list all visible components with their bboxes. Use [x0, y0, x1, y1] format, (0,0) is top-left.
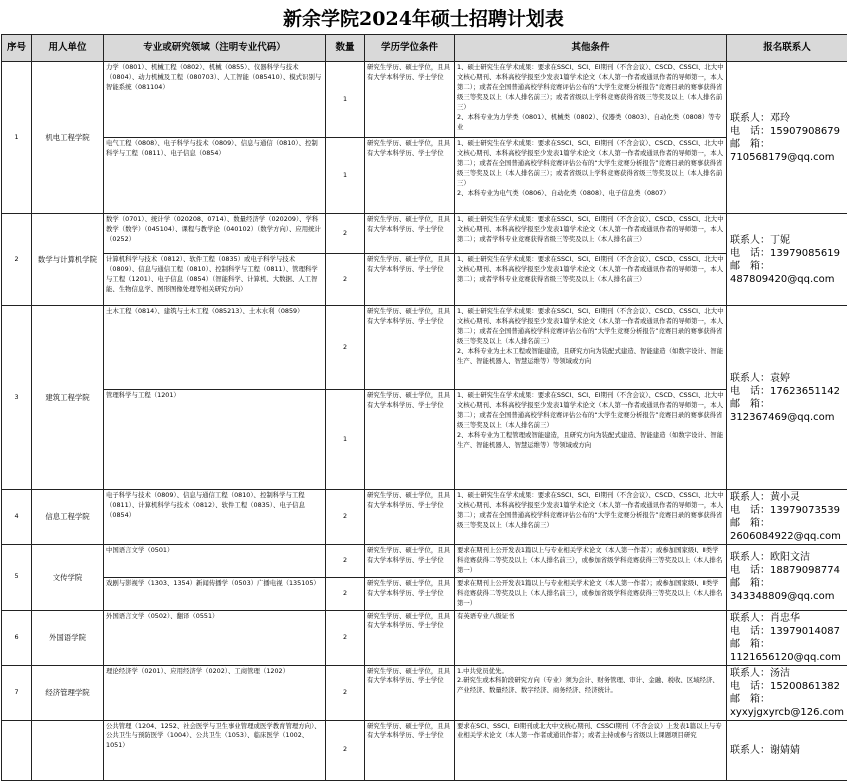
condition-line: 1、硕士研究生在学术成果：要求在SSCI、SCI、EI期刊（不含会议）、CSCD、CSSCI、北大中文核心期刊、本科高校学报至少发表1篇学术论文（本人第一作者或通讯作者的导师第一，本人第二）；或者学科专业竞赛获得省级三等奖及以上（本人排名前三）: [457, 215, 724, 245]
contact-info: [727, 214, 847, 306]
condition-line: 2、本科专业为力学类（0801）、机械类（0802）、仪器类（0803）、自动化类（0808）等专业: [457, 113, 724, 133]
header-degree: 学历学位条件: [365, 35, 455, 62]
other-conditions: [455, 214, 727, 254]
contact-phone: 电 话：13979073539: [730, 504, 845, 517]
degree-requirement: 研究生学历、硕士学位，且具有大学本科学历、学士学位: [365, 138, 455, 214]
major-field: 戏剧与影视学（1303、1354）新闻传播学（0503）广播电视（135105）: [104, 577, 326, 610]
major-field: 电子科学与技术（0809）、信息与通信工程（0810）、控制科学与工程（0811）、计算机科学与技术（0812）、软件工程（0835）、电子信息（0854）: [104, 490, 326, 545]
contact-email: 邮 箱：312367469@qq.com: [730, 398, 845, 424]
contact-person: 联系人：丁妮: [730, 234, 845, 247]
contact-person: 联系人：欧阳文洁: [730, 551, 845, 564]
degree-requirement: 研究生学历、硕士学位，且具有大学本科学历、学士学位: [365, 214, 455, 254]
header-contact: 报名联系人: [727, 35, 847, 62]
degree-requirement: 研究生学历、硕士学位，且具有大学本科学历、学士学位: [365, 490, 455, 545]
contact-email: 邮 箱：1121656120@qq.com: [730, 638, 845, 664]
contact-person: 联系人：邓玲: [730, 112, 845, 125]
contact-email: 邮 箱：710568179@qq.com: [730, 138, 845, 164]
table-row: [2, 214, 847, 254]
major-field: 力学（0801）、机械工程（0802）、机械（0855）、仪器科学与技术（0804）、动力机械及工程（080703）、人工智能（085410）、模式识别与智能系统（081104）: [104, 62, 326, 138]
employer-unit: 数学与计算机学院: [32, 214, 104, 306]
major-field: 数学（0701）、统计学（020208、0714）、数量经济学（020209）、学科教学（数学）（045104）、课程与教学论（040102）（数学方向）、应用统计（0252）: [104, 214, 326, 254]
other-conditions: [455, 665, 727, 720]
major-field: 电气工程（0808）、电子科学与技术（0809）、信息与通信（0810）、控制科学与工程（0811）、电子信息（0854）: [104, 138, 326, 214]
contact-info: [727, 720, 847, 780]
position-count: 2: [326, 720, 365, 780]
other-conditions: [455, 306, 727, 390]
condition-line: 1.中共党员优先。: [457, 667, 724, 677]
major-field: 中国语言文学（0501）: [104, 545, 326, 578]
position-count: 2: [326, 490, 365, 545]
contact-info: [727, 490, 847, 545]
employer-unit: 信息工程学院: [32, 490, 104, 545]
row-number: 6: [2, 610, 32, 665]
employer-unit: 经济管理学院: [32, 665, 104, 720]
contact-phone: 电 话：17623651142: [730, 385, 845, 398]
employer-unit: 文传学院: [32, 545, 104, 611]
table-row: [2, 720, 847, 780]
table-row: [2, 577, 847, 610]
header-major: 专业或研究领域（注明专业代码）: [104, 35, 326, 62]
position-count: 1: [326, 62, 365, 138]
condition-line: 1、硕士研究生在学术成果：要求在SSCI、SCI、EI期刊（不含会议）、CSCD、CSSCI、北大中文核心期刊、本科高校学报至少发表1篇学术论文（本人第一作者或通讯作者的导师第一，本人第二）；或者在全国普通高校学科竞赛评估公布的“大学生竞赛分析报告”竞赛目录的赛事获得省级三等奖及以上（本人排名前三）: [457, 391, 724, 431]
major-field: 理论经济学（0201）、应用经济学（0202）、工商管理（1202）: [104, 665, 326, 720]
degree-requirement: 研究生学历、硕士学位，且具有大学本科学历、学士学位: [365, 720, 455, 780]
employer-unit: [32, 720, 104, 780]
table-body: [2, 62, 847, 781]
position-count: 1: [326, 138, 365, 214]
condition-line: 2、本科专业为工程管理或智能建造，且研究方向为装配式建造、智能建造（如数字设计、智能生产、智能机器人、智慧运维等）等领域或方向: [457, 431, 724, 451]
header-no: 序号: [2, 35, 32, 62]
other-conditions: [455, 720, 727, 780]
major-field: 公共管理（1204、1252、社会医学与卫生事业管理或医学教育管理方向）、公共卫生与预防医学（1004）、公共卫生（1053）、临床医学（1002、1051）: [104, 720, 326, 780]
contact-info: [727, 62, 847, 214]
table-row: [2, 545, 847, 578]
other-conditions: [455, 254, 727, 306]
position-count: 2: [326, 214, 365, 254]
employer-unit: 外国语学院: [32, 610, 104, 665]
contact-email: 邮 箱：xyxyjgxyrcb@126.com: [730, 693, 845, 719]
condition-line: 要求在SCI、SSCI、EI期刊或北大中文核心期刊、CSSCI期刊（不含会议）上发表1篇以上与专业相关学术论文（本人第一作者或通讯作者）；或者主持或参与省级以上课题项目研究: [457, 722, 724, 742]
contact-email: 邮 箱：343348809@qq.com: [730, 577, 845, 603]
contact-info: [727, 545, 847, 611]
contact-info: [727, 610, 847, 665]
condition-line: 2、本科专业为土木工程或智能建造，且研究方向为装配式建造、智能建造（如数字设计、智能生产、智能机器人、智慧运维等）等领域或方向: [457, 347, 724, 367]
other-conditions: [455, 545, 727, 578]
contact-phone: 电 话：13979085619: [730, 247, 845, 260]
row-number: 2: [2, 214, 32, 306]
recruitment-table: [1, 34, 847, 781]
condition-line: 1、硕士研究生在学术成果：要求在SSCI、SCI、EI期刊（不含会议）、CSCD、CSSCI、北大中文核心期刊、本科高校学报至少发表1篇学术论文（本人第一作者或通讯作者的导师第一，本人第二）；或者在全国普通高校学科竞赛评估公布的“大学生竞赛分析报告”竞赛目录的赛事获得省级三等奖及以上（本人排名前三）；或者省级以上学科竞赛获得省级三等奖及以上（本人排名前三）: [457, 139, 724, 189]
table-row: [2, 254, 847, 306]
major-field: 计算机科学与技术（0812）、软件工程（0835）或电子科学与技术（0809）、信息与通信工程（0810）、控制科学与工程（0811）、管理科学与工程（1201）、电子信息（0854）（智能科学、计算机、大数据、人工智能、生物信息学、图形图像处理等相关研究方向）: [104, 254, 326, 306]
degree-requirement: 研究生学历、硕士学位，且具有大学本科学历、学士学位: [365, 545, 455, 578]
contact-email: 邮 箱：487809420@qq.com: [730, 260, 845, 286]
condition-line: 2、本科专业为电气类（0806）、自动化类（0808）、电子信息类（0807）: [457, 189, 724, 199]
degree-requirement: 研究生学历、硕士学位，且具有大学本科学历、学士学位: [365, 577, 455, 610]
contact-person: 联系人：黄小灵: [730, 491, 845, 504]
degree-requirement: 研究生学历、硕士学位，且具有大学本科学历、学士学位: [365, 306, 455, 390]
position-count: 2: [326, 254, 365, 306]
condition-line: 有英语专业八级证书: [457, 612, 724, 622]
condition-line: 要求在期刊上公开发表1篇以上与专业相关学术论文（本人第一作者）；或参加国家级Ⅰ、Ⅱ类学科竞赛获得二等奖及以上（本人排名前三），或参加省级学科竞赛获得三等奖及以上（本人排名第一）: [457, 546, 724, 576]
employer-unit: 机电工程学院: [32, 62, 104, 214]
table-row: [2, 610, 847, 665]
table-row: [2, 665, 847, 720]
contact-person: 联系人：谢婧婧: [730, 744, 845, 757]
contact-info: [727, 665, 847, 720]
contact-email: 邮 箱：2606084922@qq.com: [730, 517, 845, 543]
row-number: [2, 720, 32, 780]
other-conditions: [455, 490, 727, 545]
contact-phone: 电 话：15907908679: [730, 125, 845, 138]
major-field: 管理科学与工程（1201）: [104, 390, 326, 490]
header-other: 其他条件: [455, 35, 727, 62]
major-field: 土木工程（0814）、建筑与土木工程（085213）、土木水利（0859）: [104, 306, 326, 390]
contact-info: [727, 306, 847, 490]
contact-phone: 电 话：13979014087: [730, 625, 845, 638]
other-conditions: [455, 138, 727, 214]
major-field: 外国语言文学（0502）、翻译（0551）: [104, 610, 326, 665]
condition-line: 1、硕士研究生在学术成果：要求在SSCI、SCI、EI期刊（不含会议）、CSCD、CSSCI、北大中文核心期刊、本科高校学报至少发表1篇学术论文（本人第一作者或通讯作者的导师第一，本人第二）；或者在全国普通高校学科竞赛评估公布的“大学生竞赛分析报告”竞赛目录的赛事获得省级三等奖及以上（本人排名前三）: [457, 491, 724, 531]
row-number: 3: [2, 306, 32, 490]
page-title: 新余学院2024年硕士招聘计划表: [0, 0, 847, 34]
contact-phone: 电 话：18879098774: [730, 564, 845, 577]
row-number: 5: [2, 545, 32, 611]
employer-unit: 建筑工程学院: [32, 306, 104, 490]
condition-line: 1、硕士研究生在学术成果：要求在SSCI、SCI、EI期刊（不含会议）、CSCD、CSSCI、北大中文核心期刊、本科高校学报至少发表1篇学术论文（本人第一作者或通讯作者的导师第一，本人第二）；或者在全国普通高校学科竞赛评估公布的“大学生竞赛分析报告”竞赛目录的赛事获得省级三等奖及以上（本人排名前三）；或者省级以上学科竞赛获得省级三等奖及以上（本人排名前三）: [457, 63, 724, 113]
degree-requirement: 研究生学历、硕士学位，且具有大学本科学历、学士学位: [365, 254, 455, 306]
position-count: 2: [326, 577, 365, 610]
contact-phone: 电 话：15200861382: [730, 680, 845, 693]
position-count: 2: [326, 665, 365, 720]
contact-person: 联系人：汤洁: [730, 667, 845, 680]
contact-person: 联系人：袁婷: [730, 372, 845, 385]
row-number: 7: [2, 665, 32, 720]
table-row: [2, 306, 847, 390]
other-conditions: [455, 390, 727, 490]
table-row: [2, 490, 847, 545]
table-row: [2, 390, 847, 490]
position-count: 2: [326, 610, 365, 665]
degree-requirement: 研究生学历、硕士学位，且具有大学本科学历、学士学位: [365, 665, 455, 720]
condition-line: 2.研究生或本科阶段研究方向（专业）须为会计、财务管理、审计、金融、税收、区域经济、产业经济、数量经济、数字经济、商务经济、经济统计。: [457, 676, 724, 696]
other-conditions: [455, 610, 727, 665]
position-count: 2: [326, 306, 365, 390]
header-unit: 用人单位: [32, 35, 104, 62]
degree-requirement: 研究生学历、硕士学位，且具有大学本科学历、学士学位: [365, 390, 455, 490]
condition-line: 1、硕士研究生在学术成果：要求在SSCI、SCI、EI期刊（不含会议）、CSCD、CSSCI、北大中文核心期刊、本科高校学报至少发表1篇学术论文（本人第一作者或通讯作者的导师第一，本人第二）；或者学科专业竞赛获得省级三等奖及以上（本人排名前三）: [457, 255, 724, 285]
table-row: [2, 62, 847, 138]
header-row: [2, 35, 847, 62]
other-conditions: [455, 62, 727, 138]
contact-person: 联系人：肖忠华: [730, 612, 845, 625]
row-number: 1: [2, 62, 32, 214]
degree-requirement: 研究生学历、硕士学位，且具有大学本科学历、学士学位: [365, 610, 455, 665]
condition-line: 要求在期刊上公开发表1篇以上与专业相关学术论文（本人第一作者）；或参加国家级Ⅰ、Ⅱ类学科竞赛获得二等奖及以上（本人排名前三），或参加省级学科竞赛获得三等奖及以上（本人排名第一）: [457, 579, 724, 609]
condition-line: 1、硕士研究生在学术成果：要求在SSCI、SCI、EI期刊（不含会议）、CSCD、CSSCI、北大中文核心期刊、本科高校学报至少发表1篇学术论文（本人第一作者或通讯作者的导师第一，本人第二）；或者在全国普通高校学科竞赛评估公布的“大学生竞赛分析报告”竞赛目录的赛事获得省级三等奖及以上（本人排名前三）: [457, 307, 724, 347]
position-count: 2: [326, 545, 365, 578]
row-number: 4: [2, 490, 32, 545]
table-row: [2, 138, 847, 214]
header-count: 数量: [326, 35, 365, 62]
degree-requirement: 研究生学历、硕士学位，且具有大学本科学历、学士学位: [365, 62, 455, 138]
position-count: 1: [326, 390, 365, 490]
other-conditions: [455, 577, 727, 610]
